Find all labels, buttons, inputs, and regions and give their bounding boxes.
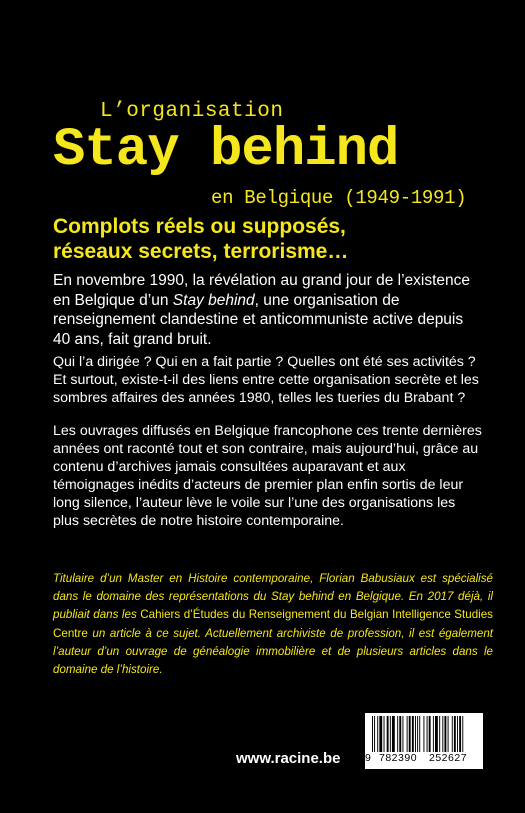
barcode-bar	[457, 716, 458, 752]
barcode-bar	[462, 716, 463, 752]
publisher-website: www.racine.be	[236, 750, 341, 767]
barcode-bar	[409, 716, 411, 752]
barcode-bar	[454, 716, 456, 752]
book-title: Stay behind	[53, 120, 399, 181]
subtitle-line-1: Complots réels ou supposés,	[53, 215, 346, 238]
barcode-bar	[417, 716, 418, 752]
barcode-bar	[429, 716, 431, 752]
barcode-bar	[415, 716, 416, 752]
author-bio	[53, 570, 493, 679]
barcode-bar	[412, 716, 414, 752]
barcode-bar	[444, 716, 446, 752]
barcode-bar	[448, 716, 449, 752]
barcode-bar	[377, 716, 378, 752]
barcode-bar	[392, 716, 395, 752]
paragraph-questions: Qui l’a dirigée ? Qui en a fait partie ? Quelles ont été ses activités ? Et surtout, existe-t-il des liens entre cette organisation secrète et les sombres affaires des années 1980, telles les tueries du Brabant ?	[53, 354, 479, 406]
barcode-bar	[407, 716, 408, 752]
barcode-bar	[374, 716, 375, 752]
barcode-bar	[435, 716, 438, 752]
barcode-bars	[372, 716, 476, 752]
title-line-1: L’organisation	[100, 100, 284, 123]
barcode-bar	[399, 716, 401, 752]
barcode-bar	[419, 716, 420, 752]
author-bio-publication: Cahiers d’Études du Renseignement du Belgian Intelligence Studies Centre	[53, 608, 493, 640]
isbn-lead-digit: 9	[365, 752, 371, 764]
isbn-digits	[365, 752, 483, 768]
barcode-bar	[442, 716, 443, 752]
paragraph-intro-part1: En novembre 1990, la révélation au grand jour de l’existence en Belgique d’un	[53, 272, 471, 309]
barcode-bar	[384, 716, 385, 752]
paragraph-intro-part2: , une organisation de renseignement clandestine et anticommuniste active depuis 40 ans, fait grand bruit.	[53, 291, 464, 348]
barcode-bar	[372, 716, 373, 752]
barcode-bar	[379, 716, 382, 752]
barcode-bar	[397, 716, 398, 752]
author-bio-part3: un article à ce sujet. Actuellement archiviste de profession, il est également l’auteur d’un ouvrage de généalogie immobilière et de plusieurs articles dans le domaine de l’histoire.	[53, 626, 493, 677]
barcode-bar	[433, 716, 434, 752]
barcode-bar	[423, 716, 424, 752]
title-line-3: en Belgique (1949-1991)	[211, 187, 467, 209]
barcode-bar	[390, 716, 391, 752]
subtitle	[53, 214, 493, 264]
paragraph-summary: Les ouvrages diffusés en Belgique francophone ces trente dernières années ont raconté tout et son contraire, mais aujourd’hui, grâce au contenu d’archives jamais consultées auparavant et aux témoignages inédits d’acteurs de premier plan enfin sortis de leur long silence, l’auteur lève le voile sur l’une des organisations les plus secrètes de notre histoire contemporaine.	[53, 423, 482, 529]
paragraph-intro	[53, 271, 483, 349]
barcode-bar	[459, 716, 461, 752]
barcode-bar	[439, 716, 440, 752]
barcode-bar	[427, 716, 428, 752]
paragraph-intro-italic: Stay behind	[172, 291, 255, 309]
isbn-group-2: 252627	[429, 752, 468, 764]
barcode-bar	[387, 716, 389, 752]
author-bio-part1: Titulaire d’un Master en Histoire contemporaine, Florian Babusiaux est spécialisé dans le domaine des représentations du Stay behind en Belgique. En 2017 déjà, il publiait dans les	[53, 572, 493, 622]
barcode-bar	[402, 716, 403, 752]
subtitle-line-2: réseaux secrets, terrorisme…	[53, 240, 349, 263]
barcode-bar	[452, 716, 453, 752]
isbn-group-1: 782390	[379, 752, 418, 764]
